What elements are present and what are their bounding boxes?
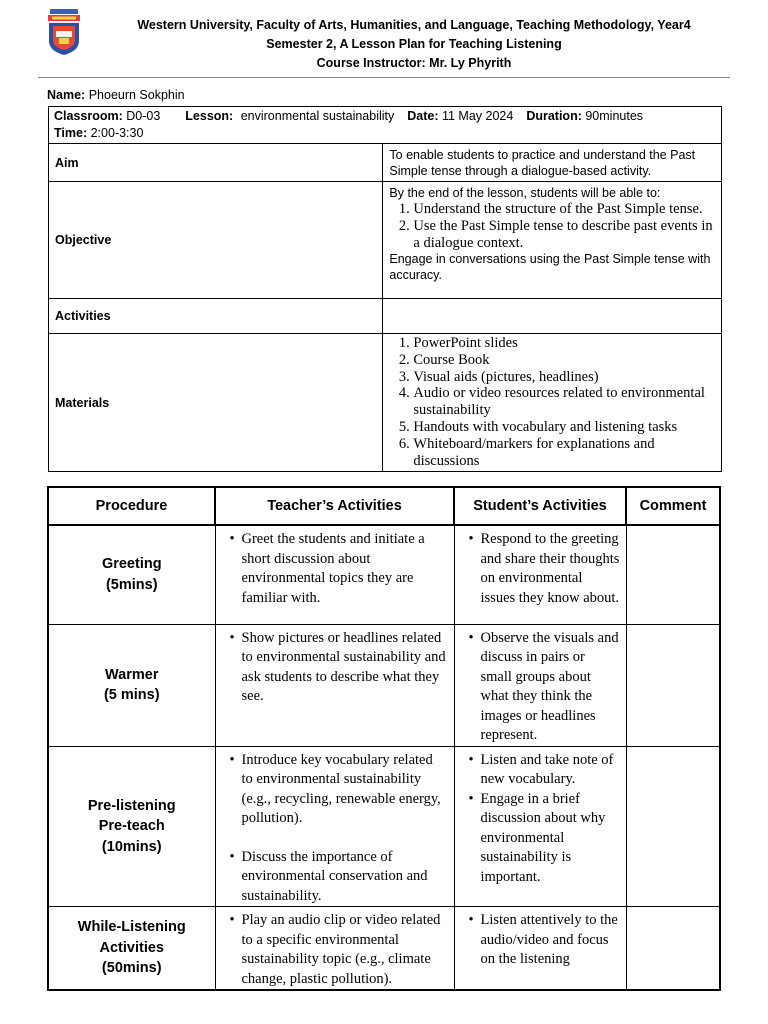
stage-duration: (5 mins) [103,687,160,703]
activities-label: Activities [49,299,383,334]
classroom-label: Classroom: [54,109,123,123]
stage-duration: (50mins) [101,960,162,977]
teacher-activity-item: • Show pictures or headlines related to environmental sustainability and ask students to describe what they see. [218,629,448,707]
stage-name: While-Listening [77,919,186,936]
header-student-activities: Student’s Activities [454,487,626,525]
header-divider [38,77,730,78]
material-item: 6. Whiteboard/markers for explanations and discussions [413,436,716,470]
lesson-value: environmental sustainability [240,109,395,123]
student-activity-cell [454,624,626,746]
time-value: 2:00-3:30 [90,126,144,140]
stage-cell [48,907,215,991]
date-value: 11 May 2024 [441,109,514,123]
teacher-activity-cell [215,746,454,907]
material-item: 5. Handouts with vocabulary and listening tasks [413,419,716,436]
student-activity-item: • Listen attentively to the audio/video and focus on the listening [457,911,620,970]
student-activity-item: • Engage in a brief discussion about why environmental sustainability is important. [457,790,620,888]
aim-text: To enable students to practice and understand the Past Simple tense through a dialogue-based activity. [383,144,722,182]
stage-name: Activities [99,939,164,956]
activities-cell [383,299,722,334]
material-item: 2. Course Book [413,352,716,369]
table-row [48,746,720,907]
lesson-plan-table [48,106,722,472]
objective-list [389,201,716,251]
header-procedure: Procedure [48,487,215,525]
aim-label: Aim [49,144,383,182]
objective-label: Objective [49,182,383,299]
classroom-value: D0-03 [126,109,161,123]
stage-name: Warmer [105,666,159,683]
procedure-table [47,486,721,991]
lesson-details-cell [49,107,722,144]
comment-cell [626,907,720,991]
student-activity-item: • Listen and take note of new vocabulary. [457,751,620,790]
materials-list [389,335,716,469]
teacher-activity-cell [215,525,454,624]
teacher-activity-item: • Introduce key vocabulary related to environmental sustainability (e.g., recycling, renewable energy, pollution). [218,751,448,829]
objective-item: 2. Use the Past Simple tense to describe past events in a dialogue context. [413,218,716,252]
header-comment: Comment [626,487,720,525]
header-line-1: Western University, Faculty of Arts, Humanities, and Language, Teaching Methodology, Year4 [137,18,691,32]
stage-name: Pre-teach [98,818,165,834]
date-label: Date: [407,109,439,123]
materials-cell [383,334,722,472]
name-label: Name: [47,88,86,102]
stage-cell [48,746,215,907]
materials-label: Materials [49,334,383,472]
name-value: Phoeurn Sokphin [88,88,185,102]
teacher-activity-item: • Discuss the importance of environmental conservation and sustainability. [218,848,448,907]
teacher-activity-cell [215,907,454,991]
stage-duration: (5mins) [105,576,158,593]
teacher-activity-item: • Play an audio clip or video related to a specific environmental sustainability topic (e.g., climate change, plastic pollution). [218,911,448,989]
comment-cell [626,525,720,624]
objective-item: 1. Understand the structure of the Past Simple tense. [413,201,716,218]
student-activity-cell [454,907,626,991]
time-label: Time: [54,126,88,140]
material-item: 4. Audio or video resources related to environmental sustainability [413,385,716,419]
student-activity-item: • Respond to the greeting and share their thoughts on environmental issues they know about. [457,530,620,608]
material-item: 1. PowerPoint slides [413,335,716,352]
table-row [48,907,720,991]
stage-cell [48,525,215,624]
objective-intro: By the end of the lesson, students will be able to: [389,186,661,200]
teacher-activity-cell [215,624,454,746]
objective-cell [383,182,722,299]
student-activity-cell [454,525,626,624]
stage-name: Greeting [101,556,162,573]
comment-cell [626,624,720,746]
teacher-activity-item: • Greet the students and initiate a short discussion about environmental topics they are familiar with. [218,530,448,608]
duration-label: Duration: [526,109,582,123]
stage-duration: (10mins) [101,838,162,855]
header-line-2: Semester 2, A Lesson Plan for Teaching Listening [266,37,562,51]
stage-name: Pre-listening [87,797,176,814]
university-crest-icon [44,7,84,57]
student-name [47,88,185,102]
table-row [48,525,720,624]
lesson-label: Lesson: [185,109,234,123]
student-activity-item: • Observe the visuals and discuss in pairs or small groups about what they think the images or headlines represent. [457,629,620,746]
comment-cell [626,746,720,907]
stage-cell [48,624,215,746]
table-row [48,624,720,746]
material-item: 3. Visual aids (pictures, headlines) [413,369,716,386]
document-header [90,16,738,73]
header-teacher-activities: Teacher’s Activities [215,487,454,525]
objective-outro: Engage in conversations using the Past Simple tense with accuracy. [389,252,711,283]
duration-value: 90minutes [585,109,644,123]
student-activity-cell [454,746,626,907]
header-line-3: Course Instructor: Mr. Ly Phyrith [316,56,512,70]
